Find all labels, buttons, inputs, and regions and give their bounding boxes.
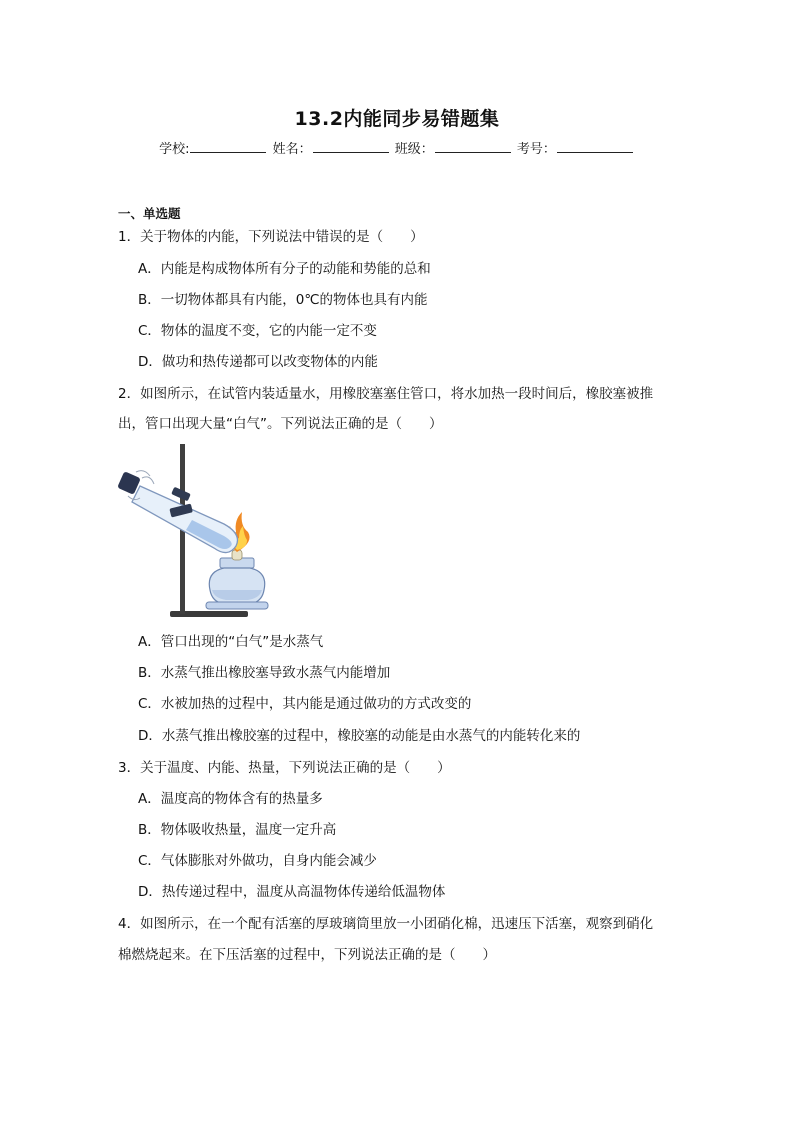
question-4-stem-line-2: 棉燃烧起来。在下压活塞的过程中，下列说法正确的是（ ） bbox=[118, 947, 496, 963]
school-blank[interactable] bbox=[190, 140, 266, 153]
class-blank[interactable] bbox=[435, 140, 511, 153]
question-3-option-c: C．气体膨胀对外做功，自身内能会减少 bbox=[138, 853, 377, 869]
question-3-option-a: A．温度高的物体含有的热量多 bbox=[138, 791, 323, 807]
question-1-option-a: A．内能是构成物体所有分子的动能和势能的总和 bbox=[138, 261, 431, 277]
question-3-stem: 3．关于温度、内能、热量，下列说法正确的是（ ） bbox=[118, 760, 451, 776]
question-2-option-a: A．管口出现的“白气”是水蒸气 bbox=[138, 634, 324, 650]
class-label: 班级： bbox=[394, 142, 434, 157]
section-heading: 一、单选题 bbox=[118, 206, 181, 221]
question-3-option-b: B．物体吸收热量，温度一定升高 bbox=[138, 822, 337, 838]
question-2-option-d: D．水蒸气推出橡胶塞的过程中，橡胶塞的动能是由水蒸气的内能转化来的 bbox=[138, 728, 581, 744]
alcohol-lamp bbox=[206, 550, 268, 609]
question-2-stem-line-2: 出，管口出现大量“白气”。下列说法正确的是（ ） bbox=[118, 416, 443, 432]
question-1-option-b: B．一切物体都具有内能，0℃的物体也具有内能 bbox=[138, 292, 428, 308]
student-info-line bbox=[0, 138, 794, 157]
question-2-stem-line-1: 2．如图所示，在试管内装适量水，用橡胶塞塞住管口，将水加热一段时间后，橡胶塞被推 bbox=[118, 386, 654, 402]
question-2-option-b: B．水蒸气推出橡胶塞导致水蒸气内能增加 bbox=[138, 665, 391, 681]
question-1-stem: 1．关于物体的内能，下列说法中错误的是（ ） bbox=[118, 229, 424, 245]
question-2-option-c: C．水被加热的过程中，其内能是通过做功的方式改变的 bbox=[138, 696, 472, 712]
question-1-option-c: C．物体的温度不变，它的内能一定不变 bbox=[138, 323, 377, 339]
page-title: 13.2内能同步易错题集 bbox=[294, 108, 500, 130]
number-label: 考号： bbox=[516, 142, 556, 157]
test-tube-heating-figure bbox=[114, 440, 290, 628]
name-label: 姓名： bbox=[272, 142, 312, 157]
question-4-stem-line-1: 4．如图所示，在一个配有活塞的厚玻璃筒里放一小团硝化棉，迅速压下活塞，观察到硝化 bbox=[118, 916, 654, 932]
school-label: 学校: bbox=[159, 142, 190, 157]
question-3-option-d: D．热传递过程中，温度从高温物体传递给低温物体 bbox=[138, 884, 446, 900]
name-blank[interactable] bbox=[313, 140, 389, 153]
question-1-option-d: D．做功和热传递都可以改变物体的内能 bbox=[138, 354, 378, 370]
number-blank[interactable] bbox=[557, 140, 633, 153]
